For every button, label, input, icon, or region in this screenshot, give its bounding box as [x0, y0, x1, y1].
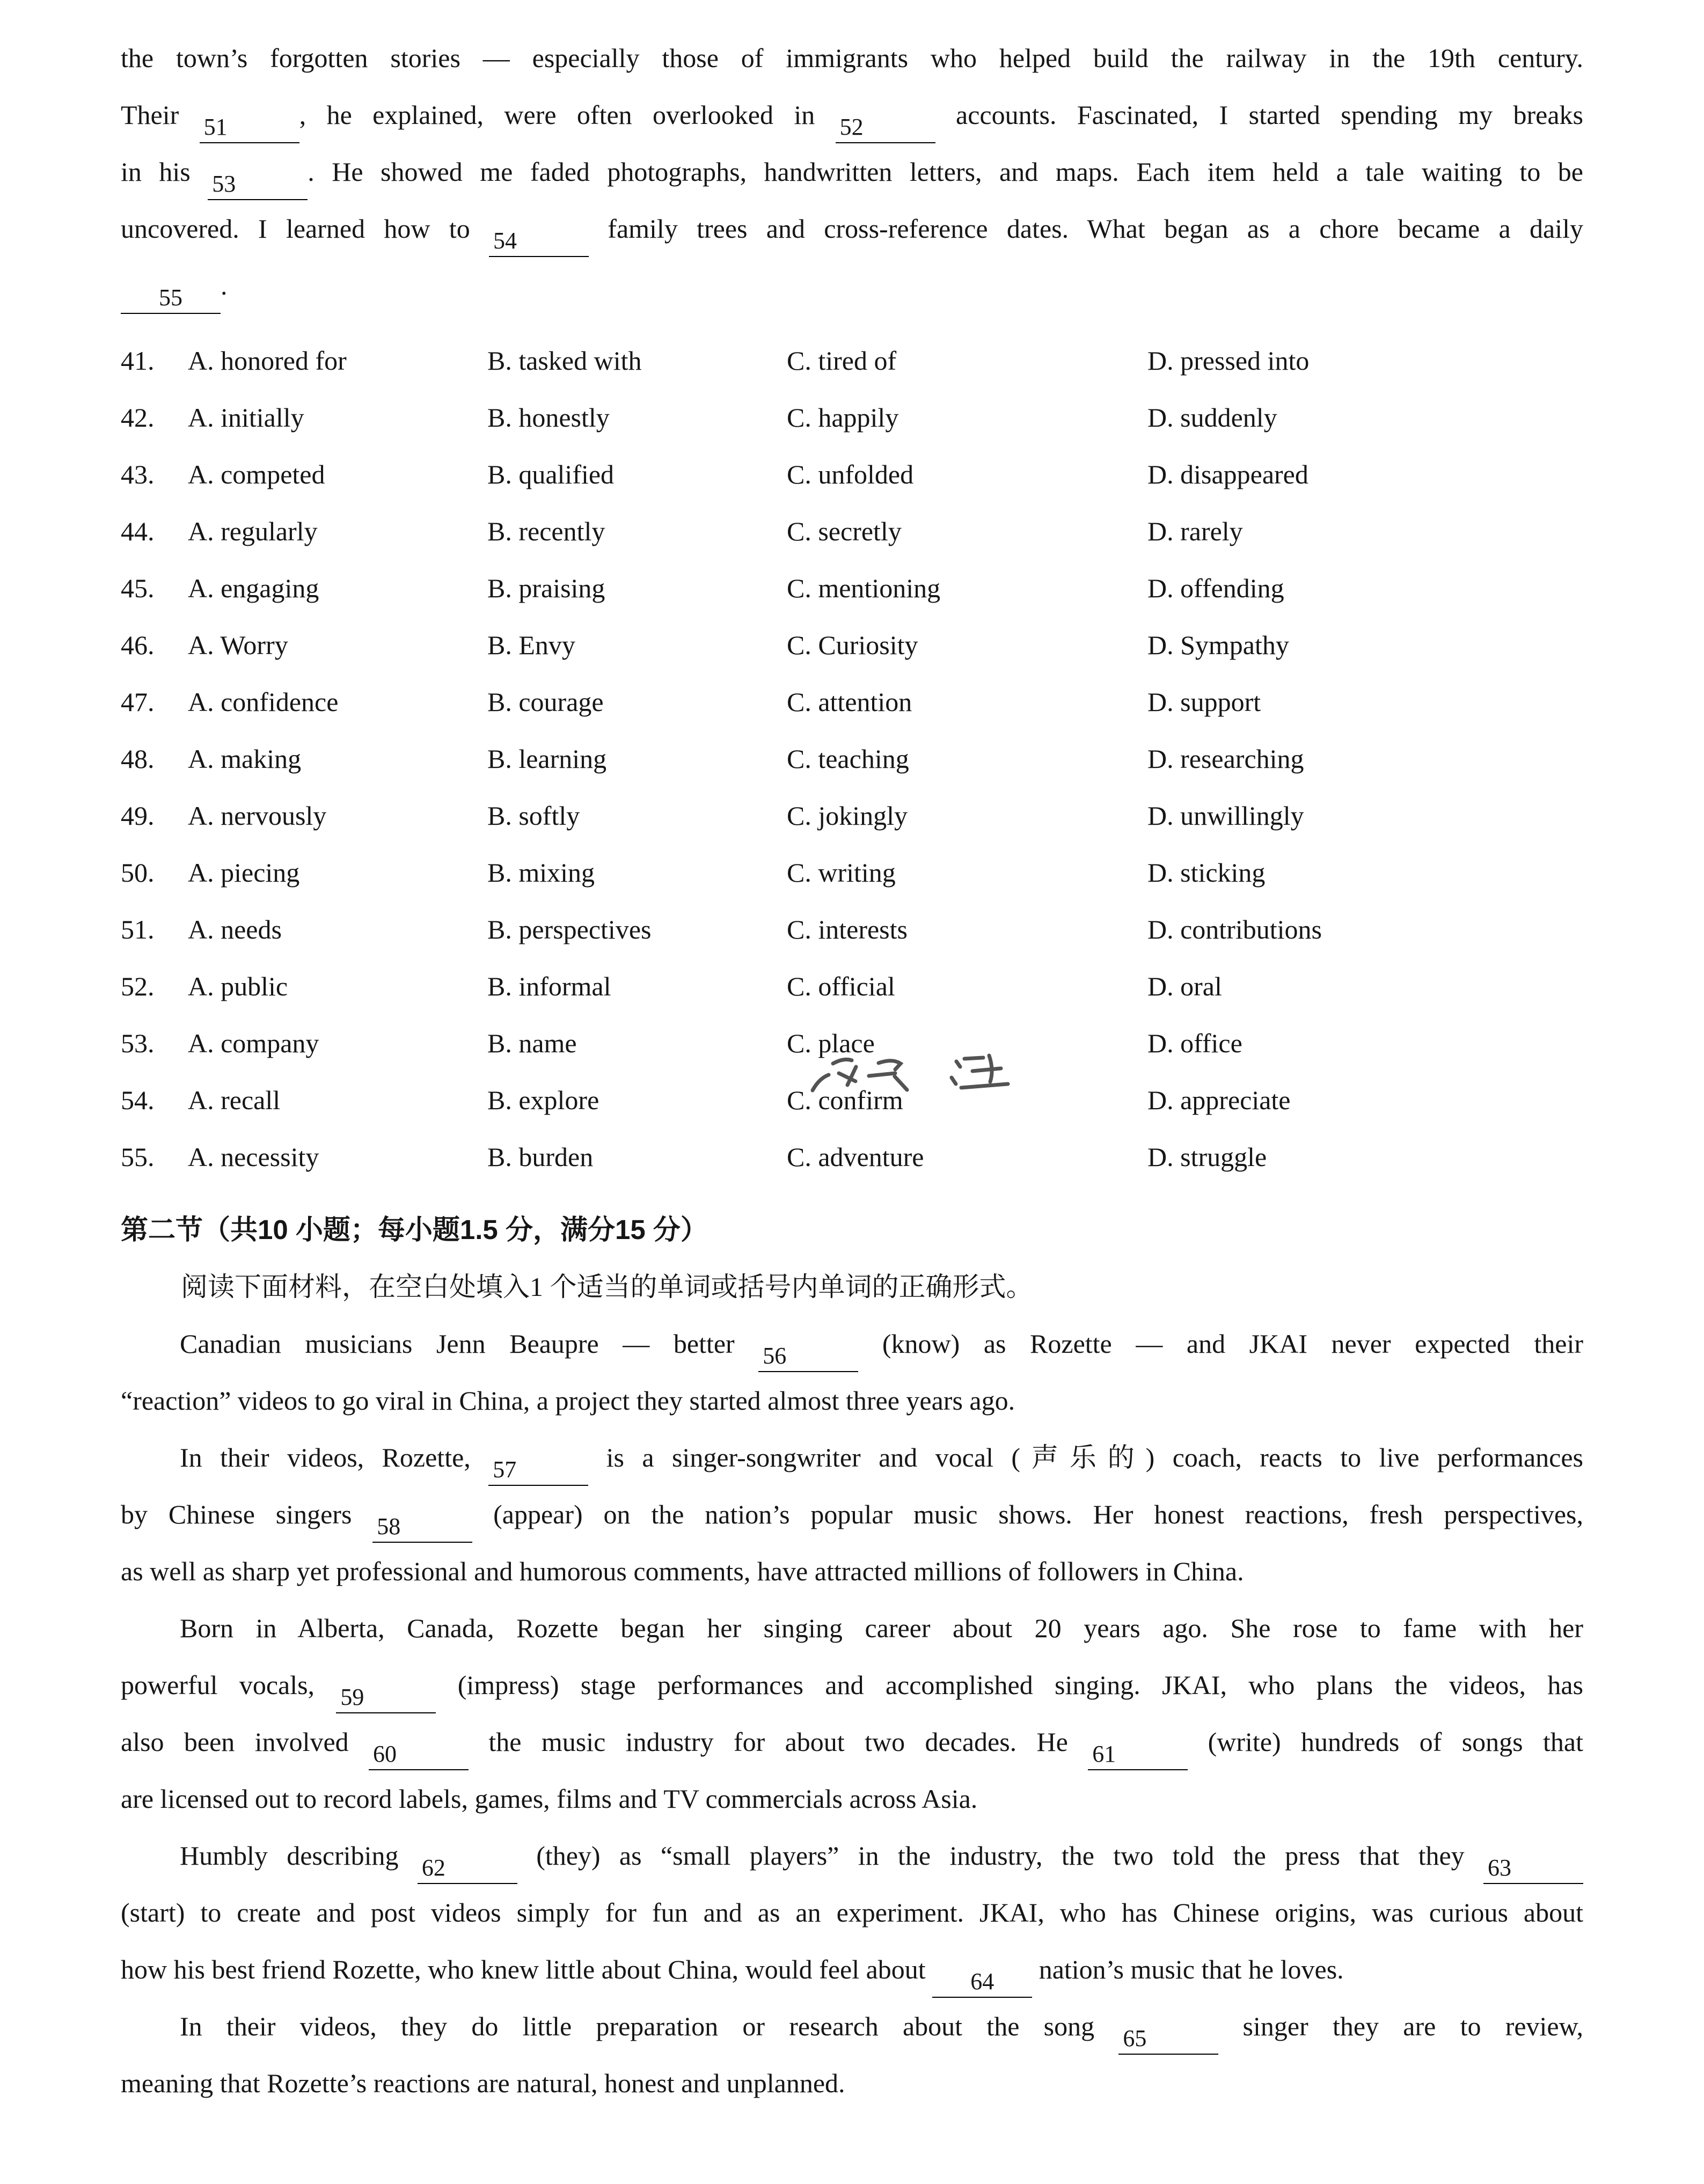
option-b: B. tasked with [487, 346, 642, 376]
question-row [121, 787, 1583, 844]
option-d: D. offending [1147, 573, 1284, 603]
option-d: D. researching [1147, 744, 1304, 774]
option-c: C. mentioning [787, 573, 941, 603]
question-row [121, 389, 1583, 446]
blank-63: 63 [1483, 1853, 1583, 1884]
blank-58: 58 [372, 1512, 472, 1543]
blank-65: 65 [1118, 2024, 1218, 2055]
option-a: A. making [188, 744, 302, 774]
option-c: C. confirm [787, 1085, 903, 1115]
passage-line: Humbly describing 62 (they) as “small players” in the industry, the two told the press that they 63 [121, 1827, 1583, 1884]
option-b: B. recently [487, 516, 605, 546]
passage-line: the town’s forgotten stories — especially those of immigrants who helped build the railway in the 19th century. [121, 43, 1583, 73]
option-d: D. pressed into [1147, 346, 1310, 376]
passage-line: in his 53 . He showed me faded photographs, handwritten letters, and maps. Each item held a tale waiting to be [121, 143, 1583, 200]
option-a: A. needs [188, 914, 282, 944]
passage-line: Canadian musicians Jenn Beaupre — better 56 (know) as Rozette — and JKAI never expected their [121, 1315, 1583, 1372]
passage-line: also been involved 60 the music industry for about two decades. He 61 (write) hundreds of songs that [121, 1713, 1583, 1770]
option-b: B. Envy [487, 630, 575, 660]
question-row [121, 1128, 1583, 1185]
question-number: 47. [121, 687, 155, 717]
question-row [121, 901, 1583, 958]
option-c: C. teaching [787, 744, 909, 774]
passage-line: as well as sharp yet professional and humorous comments, have attracted millions of followers in China. [121, 1556, 1244, 1586]
blank-54: 54 [489, 226, 589, 257]
option-d: D. office [1147, 1028, 1242, 1058]
option-c: C. jokingly [787, 801, 908, 831]
option-a: A. regularly [188, 516, 318, 546]
option-d: D. struggle [1147, 1142, 1267, 1172]
passage-line: In their videos, Rozette, 57 is a singer-songwriter and vocal (声乐的) coach, reacts to live performances [121, 1429, 1583, 1486]
question-number: 51. [121, 914, 155, 944]
option-b: B. praising [487, 573, 605, 603]
section2-heading: 第二节（共10 小题；每小题1.5 分，满分15 分） [121, 1214, 708, 1245]
option-c: C. tired of [787, 346, 897, 376]
blank-53: 53 [208, 169, 308, 200]
blank-61: 61 [1088, 1739, 1188, 1770]
option-d: D. sticking [1147, 858, 1266, 888]
option-b: B. courage [487, 687, 604, 717]
option-a: A. Worry [188, 630, 288, 660]
option-a: A. engaging [188, 573, 319, 603]
option-d: D. rarely [1147, 516, 1243, 546]
question-row [121, 730, 1583, 787]
section2-instruction: 阅读下面材料，在空白处填入1 个适当的单词或括号内单词的正确形式。 [181, 1272, 1033, 1302]
option-c: C. attention [787, 687, 912, 717]
question-row [121, 673, 1583, 730]
option-a: A. confidence [188, 687, 339, 717]
option-c: C. place [787, 1028, 875, 1058]
passage-line: 55 . [121, 257, 1583, 314]
question-number: 53. [121, 1028, 155, 1058]
blank-60: 60 [369, 1739, 469, 1770]
option-d: D. contributions [1147, 914, 1322, 944]
option-b: B. explore [487, 1085, 599, 1115]
question-number: 55. [121, 1142, 155, 1172]
question-number: 48. [121, 744, 155, 774]
question-row [121, 332, 1583, 389]
option-c: C. official [787, 971, 895, 1001]
blank-55: 55 [121, 283, 221, 314]
question-row [121, 503, 1583, 560]
option-c: C. happily [787, 402, 899, 433]
question-number: 42. [121, 402, 155, 433]
passage-line: powerful vocals, 59 (impress) stage performances and accomplished singing. JKAI, who plans the videos, has [121, 1657, 1583, 1713]
question-number: 46. [121, 630, 155, 660]
option-a: A. initially [188, 402, 304, 433]
blank-64: 64 [932, 1967, 1032, 1998]
question-number: 44. [121, 516, 155, 546]
question-number: 54. [121, 1085, 155, 1115]
cloze-passage [121, 30, 1583, 314]
passage-line: In their videos, they do little preparation or research about the song 65 singer they are to review, [121, 1998, 1583, 2055]
question-row [121, 958, 1583, 1015]
blank-51: 51 [200, 112, 299, 143]
blank-57: 57 [488, 1455, 588, 1486]
option-a: A. nervously [188, 801, 327, 831]
question-row [121, 844, 1583, 901]
option-d: D. support [1147, 687, 1261, 717]
passage-line: meaning that Rozette’s reactions are natural, honest and unplanned. [121, 2068, 845, 2098]
option-a: A. recall [188, 1085, 281, 1115]
option-b: B. burden [487, 1142, 594, 1172]
question-number: 49. [121, 801, 155, 831]
option-c: C. secretly [787, 516, 902, 546]
option-b: B. qualified [487, 459, 615, 489]
option-b: B. name [487, 1028, 577, 1058]
option-d: D. suddenly [1147, 402, 1277, 433]
passage-line: are licensed out to record labels, games, films and TV commercials across Asia. [121, 1784, 978, 1814]
option-a: A. piecing [188, 858, 300, 888]
passage-line: by Chinese singers 58 (appear) on the nation’s popular music shows. Her honest reactions, fresh perspectives, [121, 1486, 1583, 1543]
question-row [121, 560, 1583, 617]
passage-line: Born in Alberta, Canada, Rozette began her singing career about 20 years ago. She rose to fame with her [180, 1613, 1583, 1643]
option-b: B. mixing [487, 858, 595, 888]
option-a: A. company [188, 1028, 319, 1058]
passage-line: (start) to create and post videos simply for fun and as an experiment. JKAI, who has Chinese origins, was curious about [121, 1897, 1583, 1928]
option-d: D. disappeared [1147, 459, 1308, 489]
option-c: C. Curiosity [787, 630, 918, 660]
blank-62: 62 [418, 1853, 517, 1884]
question-row [121, 446, 1583, 503]
option-a: A. public [188, 971, 288, 1001]
option-b: B. learning [487, 744, 607, 774]
option-c: C. writing [787, 858, 896, 888]
handwriting-smudge-icon [805, 1045, 1036, 1099]
option-c: C. unfolded [787, 459, 914, 489]
option-d: D. unwillingly [1147, 801, 1304, 831]
passage-line: “reaction” videos to go viral in China, a project they started almost three years ago. [121, 1386, 1015, 1416]
option-a: A. necessity [188, 1142, 319, 1172]
question-row [121, 617, 1583, 673]
blank-52: 52 [836, 112, 935, 143]
option-a: A. competed [188, 459, 325, 489]
option-d: D. oral [1147, 971, 1222, 1001]
question-number: 41. [121, 346, 155, 376]
question-number: 52. [121, 971, 155, 1001]
question-number: 43. [121, 459, 155, 489]
question-number: 50. [121, 858, 155, 888]
option-b: B. softly [487, 801, 580, 831]
option-c: C. adventure [787, 1142, 924, 1172]
passage-line: Their 51 , he explained, were often overlooked in 52 accounts. Fascinated, I started spending my breaks [121, 86, 1583, 143]
option-d: D. appreciate [1147, 1085, 1291, 1115]
option-d: D. Sympathy [1147, 630, 1289, 660]
option-a: A. honored for [188, 346, 347, 376]
option-c: C. interests [787, 914, 908, 944]
blank-56: 56 [758, 1341, 858, 1372]
option-b: B. informal [487, 971, 611, 1001]
passage-line: how his best friend Rozette, who knew little about China, would feel about 64 nation’s music that he loves. [121, 1941, 1583, 1998]
question-number: 45. [121, 573, 155, 603]
option-b: B. honestly [487, 402, 610, 433]
passage-line: uncovered. I learned how to 54 family trees and cross-reference dates. What began as a chore became a daily [121, 200, 1583, 257]
option-b: B. perspectives [487, 914, 652, 944]
gapfill-passage [121, 1315, 1583, 2112]
blank-59: 59 [336, 1682, 436, 1713]
